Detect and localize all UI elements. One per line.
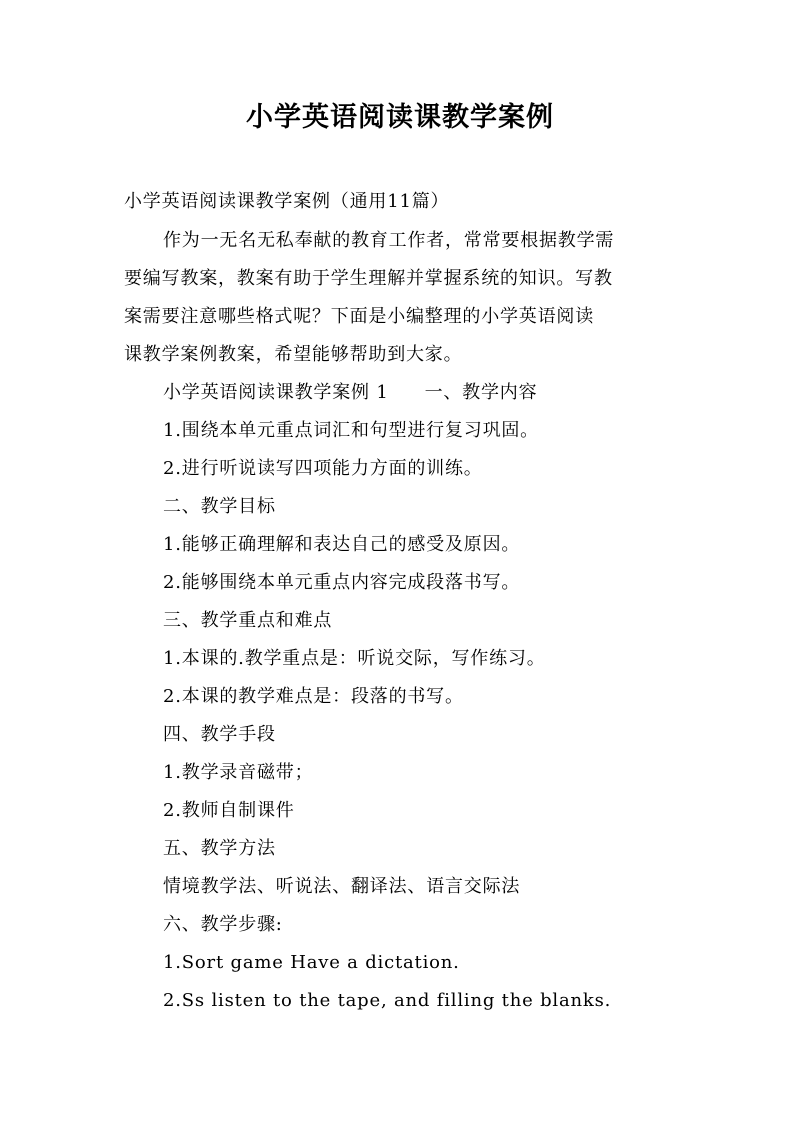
section-4-heading: 四、教学手段: [163, 724, 276, 745]
section-1-item-2: 2.进行听说读写四项能力方面的训练。: [163, 458, 483, 479]
intro-line-2: 要编写教案，教案有助于学生理解并掌握系统的知识。写教: [124, 268, 613, 289]
section-1-item-1: 1.围绕本单元重点词汇和句型进行复习巩固。: [163, 420, 539, 441]
document-title: 小学英语阅读课教学案例: [246, 102, 554, 133]
section-5-item-1: 情境教学法、听说法、翻译法、语言交际法: [163, 876, 521, 897]
case-heading-line: [163, 380, 537, 406]
intro-line-3: 案需要注意哪些格式呢？下面是小编整理的小学英语阅读: [124, 306, 594, 327]
section-4-item-2: 2.教师自制课件: [163, 800, 295, 821]
intro-line-4: 课教学案例教案，希望能够帮助到大家。: [124, 344, 463, 365]
section-2-item-2: 2.能够围绕本单元重点内容完成段落书写。: [163, 572, 521, 593]
section-3-item-2: 2.本课的教学难点是：段落的书写。: [163, 686, 464, 707]
section-1-heading: 一、教学内容: [424, 382, 538, 403]
case-heading: 小学英语阅读课教学案例 1: [163, 382, 389, 403]
section-6-item-2: 2.Ss listen to the tape, and filling the blanks.: [163, 990, 612, 1011]
section-2-item-1: 1.能够正确理解和表达自己的感受及原因。: [163, 534, 521, 555]
section-6-item-1: 1.Sort game Have a dictation.: [163, 952, 460, 973]
document-subtitle: 小学英语阅读课教学案例（通用11篇）: [124, 191, 450, 212]
intro-line-1: 作为一无名无私奉献的教育工作者，常常要根据教学需: [163, 230, 615, 251]
section-5-heading: 五、教学方法: [163, 838, 276, 859]
section-6-heading: 六、教学步骤:: [163, 914, 283, 935]
section-3-item-1: 1.本课的.教学重点是：听说交际，写作练习。: [163, 648, 546, 669]
section-4-item-1: 1.教学录音磁带；: [163, 762, 314, 783]
section-2-heading: 二、教学目标: [163, 496, 276, 517]
section-3-heading: 三、教学重点和难点: [163, 610, 333, 631]
